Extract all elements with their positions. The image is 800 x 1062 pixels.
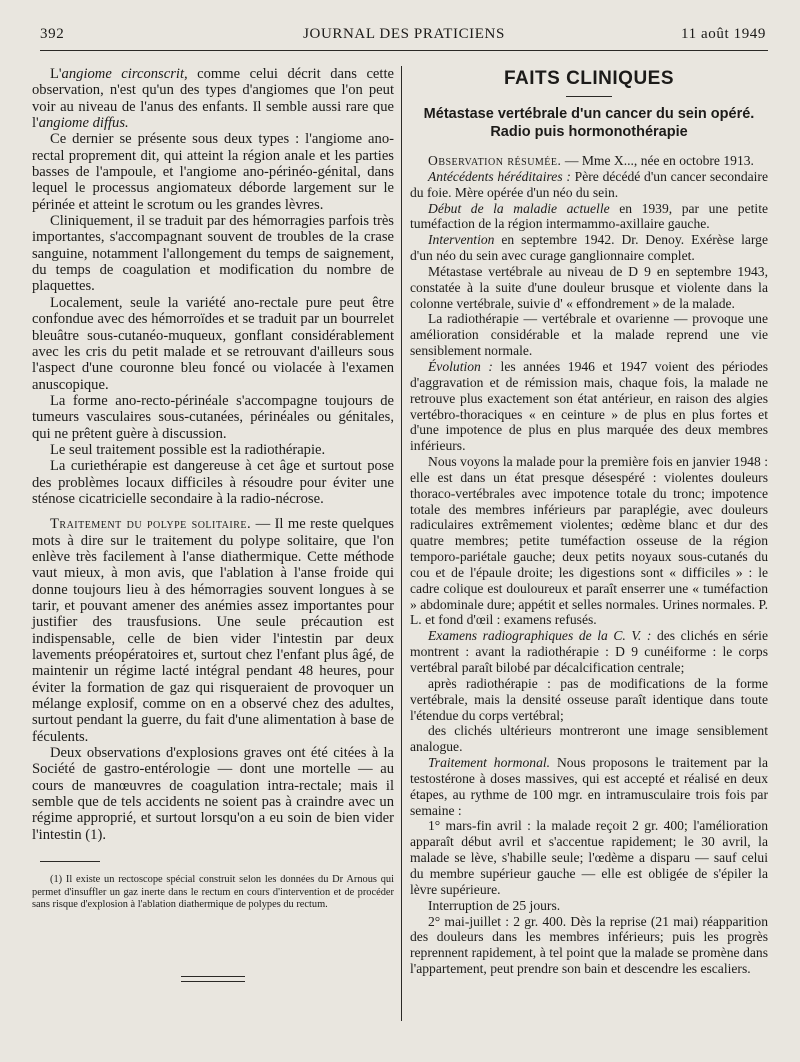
paragraph-mai-juillet: 2° mai-juillet : 2 gr. 400. Dès la reprise (21 mai) réapparition des douleurs dans les membres inférieurs; puis les progrès reprennent rapidement, à tel point que la malade se promène dans l'appartement, peut prendre son bain et descendre les escaliers. [410,913,768,977]
paragraph-apres-radio: après radiothérapie : pas de modifications de la forme vertébrale, mais la densité osseuse paraît identique dans toute l'étendue du corps vertébral; [410,675,768,723]
paragraph-clinique: Cliniquement, il se traduit par des hémorragies parfois très importantes, s'accompagnant souvent de troubles de la crase sanguine, notamment l'allongement du temps de saignement, du temps de coagulation et modification du nombre de plaquettes. [32,213,394,295]
page-number: 392 [40,26,65,42]
running-header [40,26,768,51]
footnote: (1) Il existe un rectoscope spécial construit selon les données du Dr Arnous qui permet d'insuffler un gaz inerte dans le rectum en cours d'intervention et de procéder sans risque d'explosion à l'ablation diathermique de polypes du rectum. [32,874,394,911]
paragraph-types: Ce dernier se présente sous deux types : l'angiome ano-rectal proprement dit, qui atteint la région anale et les parties basses de l'ampoule, et l'angiome ano-périnéo-génital, dans lequel le processus angiomateux déborde largement sur le périnée et atteint le scrotum ou les grandes lèvres. [32,131,394,213]
left-column [32,66,394,982]
paragraph-angiome-circonscrit: L'angiome circonscrit, comme celui décrit dans cette observation, n'est qu'un des types d'angiomes que l'on peut voir au niveau de l'anus des enfants. Il semble aussi rare que l'angiome diffus. [32,66,394,132]
paragraph-interruption: Interruption de 25 jours. [428,897,561,913]
paragraph-radiotherapie-r: La radiothérapie — vertébrale et ovarienne — provoque une amélioration considérable et la malade reprend une vie sensiblement normale. [410,311,768,359]
paragraph-evolution: Évolution : les années 1946 et 1947 voient des périodes d'aggravation et de rémission mais, chaque fois, la malade ne retrouve plus exactement son état antérieur, en raison des algies vertébro-thoraciques « en ceinture » de plus en plus fortes et d'une impotence de plus en plus marquée des deux membres inférieurs. [410,358,769,454]
paragraph-debut: Début de la maladie actuelle en 1939, par une petite tuméfaction de la région intermammo-axillaire gauche. [410,200,768,232]
footnote-rule [40,861,100,862]
paragraph-mars-avril: 1° mars-fin avril : la malade reçoit 2 gr. 400; l'amélioration apparaît début avril et s'accentue rapidement; le 30 avril, la malade se lève, s'habille seule; l'œdème a disparu — sauf celui du membre supérieur gauche — elle est obligée de s'épiler la lèvre supérieure. [410,818,768,897]
right-column [410,66,768,977]
paragraph-localement: Localement, seule la variété ano-rectale pure peut être confondue avec des hémorroïdes et se traduit par un bourrelet bleuâtre sous-cutanéo-muqueux, gonflant considérablement avec les cris du petit malade et se retrouvant d'ailleurs sous l'aspect d'une couronne bleu foncé ou violacée à l'examen anuscopique. [32,294,394,393]
paragraph-examens: Examens radiographiques de la C. V. : des clichés en série montrent : avant la radiothérapie : D 9 cunéiforme : le corps vertébral paraît bilobé par décalcification centrale; [410,628,768,675]
issue-date: 11 août 1949 [681,26,766,42]
paragraph-explosions: Deux observations d'explosions graves ont été citées à la Société de gastro-entérologie — dont une mortelle — au cours de manœuvres de coagulation intra-rectale; mais il semble que de tels accidents ne soient pas à craindre avec un régime approprié, et surtout lorsqu'on a eu soin de bien vider l'intestin (1). [32,745,394,843]
paragraph-antecedents: Antécédents héréditaires : Père décédé d'un cancer secondaire du foie. Mère opérée d'un néo du sein. [410,168,768,200]
article-title: Métastase vertébrale d'un cancer du sein opéré. Radio puis hormonothérapie [423,106,755,140]
paragraph-observation: Observation résumée. — Mme X..., née en octobre 1913. [428,153,754,168]
paragraph-polype: Traitement du polype solitaire. — Il me reste quelques mots à dire sur le traitement du polype solitaire, que l'on enlève très facilement à l'anse diathermique. Cette méthode vaut mieux, à mon avis, que l'ablation à l'anse froide qui donne toujours lieu à des hémorragies souvent longues à se tarir, et pouvant amener des anémies assez importantes pour justifier des trausfusions. Une seule précaution est indispensable, celle de bien vider l'intestin par deux lavements préopératoires et, surtout chez l'enfant plus âgé, de maintenir un régime lacté intégral pendant 48 heures, pour éviter la formation de gaz qui risqueraient de provoquer un mélange explosif, comme on en a observé chez des adultes, surtout pendant la guerre, du fait d'une alimentation à base de féculents. [32,516,394,745]
paragraph-traitement-hormonal: Traitement hormonal. Nous proposons le traitement par la testostérone à doses massives, qui est accepté et réalisé en deux étapes, au rythme de 100 mgr. en intramusculaire trois fois par semaine : [410,755,768,818]
section-title: FAITS CLINIQUES [503,68,675,89]
journal-title: JOURNAL DES PRATICIENS [303,26,505,42]
end-ornament [181,976,245,982]
paragraph-premiere-visite: Nous voyons la malade pour la première fois en janvier 1948 : elle est dans un état presque désespéré : violentes douleurs thoraco-vertébrales avec impotence totale du tronc; impotence totale des membres inférieurs par paraplégie, avec douleurs radiculaires extrêmement violentes; œdème blanc et dur des quatre membres; petite tuméfaction osseuse de la région temporo-pariétale gauche; deux petits noyaux sous-cutanés du cou et de l'épaule droite; les digestions sont « difficiles » : le cadre colique est douloureux et paraît enserrer une « tuméfaction » abdominale dure; appétit et selles normales. Urines normales. P. L. et fond d'œil : examens refusés. [410,454,768,628]
paragraph-forme-perineale: La forme ano-recto-périnéale s'accompagne toujours de tumeurs vasculaires sous-cutanées, périnéales ou génitales, qui ne prêtent guère à discussion. [32,392,394,442]
paragraph-metastase: Métastase vertébrale au niveau de D 9 en septembre 1943, constatée à la suite d'une douleur brusque et violente dans la colonne vertébrale, suivie d' « effondrement » de la malade. [410,263,768,311]
paragraph-intervention: Intervention en septembre 1942. Dr. Denoy. Exérèse large d'un néo du sein avec curage ganglionnaire complet. [410,232,768,264]
section-lead-polype: Traitement du polype solitaire. [50,516,252,533]
paragraph-curietherapie: La curiethérapie est dangereuse à cet âge et surtout pose des problèmes locaux difficiles à résoudre pour éviter une sténose cicatricielle secondaire à la radio-nécrose. [32,458,394,507]
paragraph-cliches: des clichés ultérieurs montreront une image sensiblement analogue. [410,723,768,755]
section-rule [566,96,612,97]
paragraph-radiotherapie: Le seul traitement possible est la radiothérapie. [50,441,326,458]
column-divider [401,66,402,1021]
